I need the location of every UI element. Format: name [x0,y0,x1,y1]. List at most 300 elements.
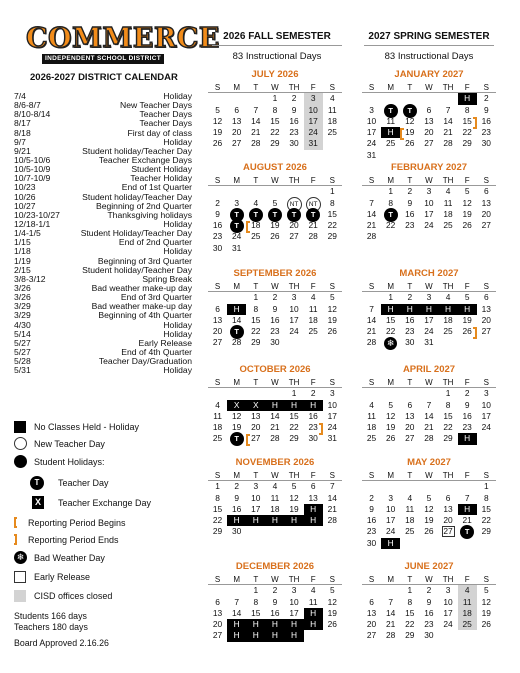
legend-label: CISD offices closed [34,591,113,601]
day-cell: 29 [327,231,337,242]
legend-early-release [14,570,204,586]
month-grid [208,82,342,150]
day-cell: 8 [253,303,259,314]
day-cell: H [458,304,477,315]
day-cell: 19 [232,422,242,433]
day-cell: 17 [424,314,434,325]
month-march-2027 [362,267,496,349]
empty-cell [362,585,381,596]
legend-rp-begins [14,516,204,532]
day-cell: 20 [443,515,453,526]
month-grid [208,281,342,349]
day-cell: 28 [424,433,434,444]
day-cell: 9 [291,104,297,115]
day-cell: 4 [329,93,335,104]
day-cell: 17 [289,314,299,325]
empty-cell [419,93,438,104]
day-cell [304,209,323,220]
event-date: 10/7-10/9 [14,173,51,184]
day-cell: 27 [481,326,491,337]
day-cell: 8 [483,492,489,503]
day-cell: 26 [327,619,337,630]
day-cell: 8 [464,104,470,115]
day-cell: 14 [327,492,337,503]
empty-cell [227,93,246,104]
day-cell: 29 [462,138,472,149]
weekday-header: TH [439,82,458,93]
day-cell: 5 [329,585,335,596]
day-cell: 18 [443,208,453,219]
day-cell: 4 [369,399,374,410]
day-cell: 11 [405,503,415,514]
day-cell: 19 [289,503,299,514]
event-date: 4/30 [14,319,31,330]
day-cell: 3 [291,585,297,596]
day-cell: 29 [289,433,299,444]
month-october-2026 [208,363,342,445]
event-date: 5/31 [14,365,31,376]
day-cell: 20 [289,220,299,231]
day-cell: 16 [462,410,472,421]
day-cell: 20 [212,326,223,337]
day-cell: 7 [234,596,240,607]
empty-cell [285,186,304,197]
event-text: End of 3rd Quarter [120,292,192,303]
weekday-header: F [458,175,477,186]
day-cell: 18 [405,515,415,526]
teacher-day-icon: T [403,104,417,118]
month-title: OCTOBER 2026 [239,364,311,375]
day-cell: 25 [443,326,453,337]
teacher-day-icon: T [230,325,244,339]
day-cell: H [285,630,304,641]
weekday-header: T [400,281,419,292]
day-cell: 30 [232,526,242,537]
day-cell: 27 [481,220,491,231]
day-cell: 19 [327,607,337,618]
event-date: 5/28 [14,356,31,367]
legend-rp-ends [14,533,204,549]
event-text: Student holiday/Teacher Day [82,145,192,156]
day-cell: 10 [386,503,396,514]
day-cell: H [246,630,265,641]
day-cell: 15 [481,503,491,514]
weekday-header: T [400,82,419,93]
day-cell: 23 [289,127,299,138]
grey-square-icon [14,590,26,602]
spring-semester-header [364,31,494,62]
teacher-day-icon: T [287,208,301,222]
event-list [14,92,192,375]
day-cell: 19 [462,208,472,219]
open-circle-icon [14,437,27,450]
month-august-2026 [208,161,342,254]
weekday-header: W [265,574,284,585]
day-cell: 14 [424,410,434,421]
weekday-header: W [419,175,438,186]
day-cell: 24 [304,127,323,138]
semester-title: 2026 FALL SEMESTER [223,31,331,42]
day-cell: 28 [308,231,318,242]
day-cell: 7 [329,481,335,492]
weekday-header: TH [285,281,304,292]
weekday-header: T [400,377,419,388]
weekday-header: S [323,281,342,292]
weekday-header: S [477,377,496,388]
day-cell: 21 [424,422,434,433]
exchange-day-icon: X [32,496,44,509]
divider [364,45,494,46]
day-cell: 3 [483,388,489,399]
day-cell: 20 [424,127,434,138]
month-title: JUNE 2027 [404,561,454,572]
teacher-day-icon: T [230,432,244,446]
month-january-2027 [362,68,496,161]
day-cell: 11 [327,104,337,115]
day-cell: 7 [464,492,470,503]
event-date: 3/29 [14,301,31,312]
day-cell: 24 [443,619,453,630]
weekday-header: TH [439,470,458,481]
day-cell: 18 [246,220,265,231]
day-cell: 19 [327,314,337,325]
event-text: Student holiday/Teacher Day [82,191,192,202]
weekday-header: TH [439,175,458,186]
day-cell: 3 [234,197,240,208]
weekday-header: W [419,574,438,585]
day-cell: 6 [215,596,220,607]
day-cell: 4 [458,585,477,596]
month-title: APRIL 2027 [402,364,456,375]
weekday-header: S [477,281,496,292]
legend-label: Teacher Exchange Day [58,498,152,508]
day-cell [265,209,284,220]
day-cell: 4 [445,292,451,303]
day-cell: 19 [424,515,434,526]
weekday-header: T [400,574,419,585]
day-cell [381,105,400,116]
empty-cell [381,481,400,492]
day-cell: 16 [308,410,318,421]
teacher-day-icon: T [306,208,320,222]
day-cell: 12 [289,492,299,503]
day-cell: 7 [426,399,432,410]
day-cell: 25 [458,619,477,630]
day-cell: 31 [366,149,377,160]
empty-cell [227,388,246,399]
day-cell: 5 [426,492,432,503]
day-cell: 17 [386,515,396,526]
month-may-2027 [362,456,496,549]
day-cell: 14 [232,314,242,325]
month-november-2026 [208,456,342,538]
day-cell: 10 [424,197,434,208]
weekday-header: S [477,82,496,93]
day-cell: 21 [270,422,280,433]
instructional-days: 83 Instructional Days [232,51,322,62]
month-grid [208,175,342,254]
legend-teacher-day [14,476,204,492]
day-cell: 19 [212,127,223,138]
day-cell: 12 [405,115,415,126]
month-title: DECEMBER 2026 [235,561,315,572]
empty-cell [362,292,381,303]
month-title: FEBRUARY 2027 [390,162,468,173]
day-cell: 23 [481,127,491,138]
month-february-2027 [362,161,496,243]
empty-cell [246,186,265,197]
legend-label: No Classes Held - Holiday [34,422,140,432]
legend-label: Teacher Day [58,478,109,488]
day-cell: 11 [458,597,477,608]
calendar-title: 2026-2027 DISTRICT CALENDAR [30,72,178,83]
empty-cell [208,388,227,399]
day-cell: 30 [270,337,280,348]
weekday-header: TH [285,574,304,585]
weekday-header: S [208,377,227,388]
day-cell: 13 [366,607,377,618]
day-cell: 16 [270,314,280,325]
day-cell: 26 [405,138,415,149]
day-cell: 27 [289,231,299,242]
day-cell: 15 [270,115,280,126]
month-title: NOVEMBER 2026 [235,457,315,468]
event-text: End of 1st Quarter [121,182,192,193]
day-cell [400,105,419,116]
event-text: New Teacher Days [120,100,192,111]
day-cell: 25 [327,127,337,138]
day-cell: 23 [304,422,323,433]
month-title: JULY 2026 [251,69,299,80]
day-cell: 20 [251,422,261,433]
weekday-header: S [362,377,381,388]
instructional-days: 83 Instructional Days [384,51,474,62]
weekday-header: W [419,281,438,292]
day-cell: 5 [329,292,335,303]
event-date: 8/17 [14,118,31,129]
event-date: 7/4 [14,91,26,101]
day-cell: 19 [386,422,396,433]
weekday-header: W [265,470,284,481]
day-cell: 6 [215,303,220,314]
weekday-header: M [381,175,400,186]
month-title: MAY 2027 [407,457,451,468]
event-text: Student Holiday [131,164,192,175]
event-text: Holiday [163,246,192,257]
day-cell: 14 [232,607,242,618]
day-cell: 3 [329,388,335,399]
board-approved: Board Approved 2.16.26 [14,638,109,648]
day-cell: 7 [253,104,259,115]
day-cell: 19 [481,607,491,618]
day-cell: 27 [366,630,377,641]
weekday-header: T [400,470,419,481]
day-cell: 16 [289,115,299,126]
day-cell: 26 [270,231,280,242]
event-text: First day of class [127,127,192,138]
day-cell: 31 [424,337,434,348]
weekday-header: W [265,82,284,93]
weekday-header: W [265,175,284,186]
day-cell: 9 [272,303,278,314]
event-text: Holiday [163,319,192,330]
day-cell: 27 [443,526,453,537]
day-cell: 1 [388,186,394,197]
empty-cell [227,585,246,596]
day-cell: H [285,619,304,630]
day-cell: 3 [369,104,374,115]
teacher-day-icon: T [230,208,244,222]
day-cell: 13 [443,503,453,514]
day-cell: 10 [289,303,299,314]
day-cell: 4 [272,481,278,492]
day-cell: 24 [366,138,377,149]
day-cell: 15 [327,208,337,219]
weekday-header: S [323,470,342,481]
day-cell: 22 [386,326,396,337]
day-cell: 22 [270,127,280,138]
event-date: 1/18 [14,246,31,257]
empty-cell [419,481,438,492]
day-cell: 28 [327,515,337,526]
weekday-header: F [304,281,323,292]
day-cell: 31 [232,242,242,253]
day-cell: 12 [481,596,491,607]
day-cell: 7 [388,596,394,607]
weekday-header: S [477,175,496,186]
bracket-right-icon [14,534,17,545]
day-cell: 2 [291,93,297,104]
day-cell: 21 [462,515,472,526]
weekday-header: T [246,574,265,585]
day-cell: 1 [407,585,413,596]
empty-cell [208,186,227,197]
month-title: JANUARY 2027 [394,69,464,80]
day-cell: 8 [253,596,259,607]
event-text: Teacher Day/Graduation [98,356,192,367]
empty-cell [362,93,381,104]
snowflake-icon: ❄ [14,551,27,564]
event-date: 1/15 [14,237,31,248]
day-cell: 16 [481,115,491,126]
day-cell: 23 [424,619,434,630]
legend-label: Bad Weather Day [34,553,105,563]
district-logo [26,22,220,66]
day-cell: 17 [366,127,377,138]
day-cell: 18 [270,503,280,514]
day-cell: 24 [481,422,491,433]
day-cell: 14 [386,607,396,618]
teacher-day-icon: T [230,219,244,233]
weekday-header: W [419,377,438,388]
day-cell: 7 [369,303,374,314]
day-cell: 11 [213,410,222,421]
day-cell: 27 [246,433,265,444]
weekday-header: M [227,470,246,481]
day-cell: 12 [386,410,396,421]
empty-cell [439,481,458,492]
weekday-header: S [362,82,381,93]
weekday-header: F [304,82,323,93]
legend-bad-weather [14,551,204,567]
day-cell: 25 [308,326,318,337]
day-cell: H [265,619,284,630]
event-row [14,366,192,375]
day-cell: H [304,515,323,526]
day-cell: 15 [405,607,415,618]
day-cell: 28 [443,138,453,149]
day-cell: 22 [443,422,453,433]
day-cell: 16 [232,503,242,514]
day-cell: 24 [386,526,396,537]
day-cell: 11 [443,197,453,208]
event-text: Spring Break [142,273,192,284]
day-cell: 29 [212,526,223,537]
day-cell: 26 [386,433,396,444]
month-grid [362,175,496,243]
empty-cell [362,186,381,197]
empty-cell [246,93,265,104]
snowflake-icon: ❄ [384,337,397,350]
empty-cell [208,292,227,303]
day-cell: 9 [426,596,432,607]
day-cell: 16 [405,314,415,325]
day-cell: 14 [443,115,453,126]
empty-cell [419,388,438,399]
day-cell: H [265,630,284,641]
event-text: Teacher Holiday [130,173,192,184]
day-cell: 21 [251,127,261,138]
day-cell: 20 [366,619,377,630]
day-cell: 29 [481,526,491,537]
month-title: SEPTEMBER 2026 [233,268,317,279]
day-cell: 28 [386,630,396,641]
day-cell: 18 [212,422,223,433]
day-cell: 10 [251,492,261,503]
day-cell: 23 [405,220,415,231]
day-cell: 15 [212,503,223,514]
day-cell: 2 [407,186,413,197]
day-cell: H [227,515,246,526]
weekday-header: S [362,574,381,585]
day-cell: 24 [424,326,434,337]
day-cell: 3 [445,585,451,596]
weekday-header: F [458,281,477,292]
weekday-header: T [246,377,265,388]
day-cell: 17 [481,410,491,421]
day-cell: 23 [405,326,415,337]
day-cell: 14 [270,410,280,421]
empty-cell [304,186,323,197]
weekday-header: M [381,281,400,292]
teacher-day-icon: T [268,208,282,222]
event-text: Student holiday/Teacher Day [82,264,192,275]
day-cell: H [458,93,477,104]
day-cell: 1 [388,292,394,303]
day-cell: 8 [329,197,335,208]
day-cell: H [458,433,477,444]
day-cell: H [246,619,265,630]
new-teacher-icon: NT [306,197,321,212]
day-cell: H [285,515,304,526]
event-date: 9/21 [14,145,31,156]
day-cell: 12 [462,197,472,208]
day-cell [246,209,265,220]
month-grid [362,377,496,445]
day-cell: H [419,304,438,315]
month-grid [208,574,342,642]
day-cell: 30 [424,630,434,641]
